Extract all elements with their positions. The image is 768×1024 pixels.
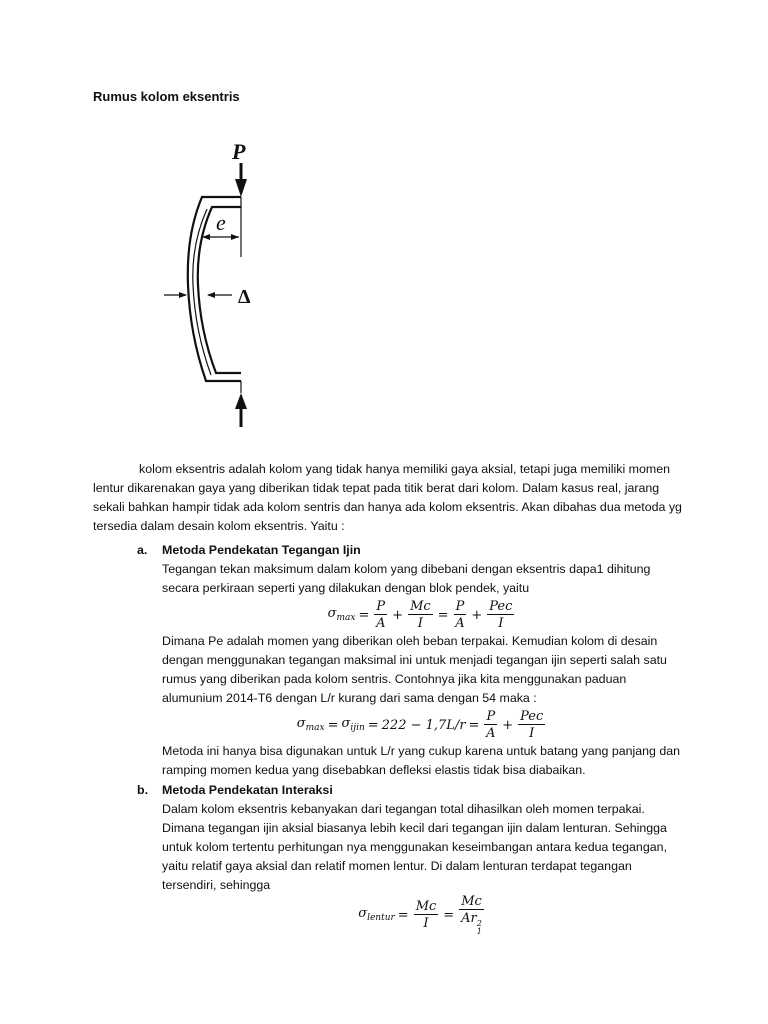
eq1-frac-p-a: $\frac{P}{A}$ — [376, 599, 386, 631]
section-b — [93, 781, 693, 935]
eq1-frac-pec-i: $\frac{\text{Pec}}{I}$ — [489, 599, 513, 631]
section-a-para3: Metoda ini hanya bisa digunakan untuk L/r yang cukup karena untuk batang yang panjang dan ramping momen kedua yang disebabkan defleksi elastis tidak bisa diabaikan. — [162, 744, 681, 777]
section-b-letter: b. — [137, 783, 149, 797]
eccentricity-arrowhead-right — [231, 234, 239, 240]
eq1-frac-p-a-2: $\frac{P}{A}$ — [455, 599, 465, 631]
section-b-heading — [93, 781, 693, 800]
section-a-title: Metoda Pendekatan Tegangan Ijin — [162, 543, 361, 557]
eq2-lhs: $\sigma_{max}$ — [296, 716, 325, 733]
eq3-lhs: $\sigma_{lentur}$ — [358, 906, 395, 923]
section-a — [93, 541, 693, 780]
load-label: P — [232, 139, 246, 164]
eq2-frac-p-a: $\frac{P}{A}$ — [486, 709, 496, 741]
section-a-letter: a. — [137, 543, 148, 557]
eq1-lhs: $\sigma_{max}$ — [327, 606, 356, 623]
eq2-sigma-ijin: $\sigma_{ijin}$ — [341, 716, 365, 733]
eccentricity-label: e — [216, 210, 226, 235]
section-a-para1: Tegangan tekan maksimum dalam kolom yang dibebani dengan eksentris dapa1 dihitung secara perkiraan seperti yang dilakukan dengan blok pendek, yaitu — [162, 562, 651, 595]
eq3-frac-mc-ar2: Mc Ar 2 1 — [461, 893, 482, 936]
top-load-arrowhead — [235, 179, 247, 197]
bottom-load-arrowhead — [235, 393, 247, 409]
column-outline-outer — [188, 197, 241, 381]
deflection-label: Δ — [238, 286, 251, 308]
eq2-expression: 222 − 1,7L/r — [381, 717, 466, 733]
eq2-frac-pec-i: $\frac{\text{Pec}}{I}$ — [520, 709, 544, 741]
section-a-body — [162, 560, 682, 780]
section-b-para1: Dalam kolom eksentris kebanyakan dari tegangan total dihasilkan oleh momen terpakai. Dimana tegangan ijin aksial biasanya lebih kecil dari tegangan ijin dalam lenturan. Sehingga untuk kolom tertentu perhitungan nya menggunakan keseimbangan antara kedua tegangan, yaitu relatif gaya aksial dan relatif momen lentur. Di dalam lenturan terdapat tegangan tersendiri, sehingga — [162, 802, 667, 892]
eq3-frac-mc-i: $\frac{Mc}{I}$ — [415, 899, 437, 931]
section-b-title: Metoda Pendekatan Interaksi — [162, 783, 333, 797]
section-b-body — [162, 800, 682, 935]
equation-sigma-lentur: $\sigma_{lentur}$ = $\frac{Mc}{I}$ = Mc Ar 2 1 — [358, 893, 482, 936]
equation-sigma-max: $\sigma_{max}$ = $\frac{P}{A}$ + $\frac{Mc}{I}$ = $\frac{P}{A}$ + $\frac{\text{Pec}}{I}$ — [327, 599, 513, 631]
eq1-frac-mc-i: $\frac{Mc}{I}$ — [410, 599, 431, 631]
intro-text: kolom eksentris adalah kolom yang tidak hanya memiliki gaya aksial, tetapi juga memiliki momen lentur dikarenakan gaya yang diberikan tidak tepat pada titik berat dari kolom. Dalam kasus real, jarang sekali bahkan hampir tidak ada kolom sentris dan hanya ada kolom eksentris. Akan dibahas dua metoda yg tersedia dalam desain kolom eksentris. Yaitu : — [93, 462, 682, 533]
page-title: Rumus kolom eksentris — [93, 89, 240, 104]
deflection-arrowhead-left — [179, 292, 187, 298]
equation-sigma-ijin: $\sigma_{max}$ = $\sigma_{ijin}$ = 222 − 1,7L/r = $\frac{P}{A}$ + $\frac{\text{Pec}}{I}$ — [296, 709, 544, 741]
section-a-heading — [93, 541, 693, 560]
eccentric-column-figure — [150, 135, 290, 435]
section-a-para2: Dimana Pe adalah momen yang diberikan oleh beban terpakai. Kemudian kolom di desain dengan menggunakan tegangan maksimal ini untuk menjadi tegangan ijin seperti salah satu rumus yang diberikan pada kolom sentris. Contohnya jika kita menggunakan paduan alumunium 2014-T6 dengan L/r kurang dari sama dengan 54 maka : — [162, 634, 667, 705]
deflection-arrowhead-right — [207, 292, 215, 298]
intro-paragraph — [93, 460, 683, 536]
